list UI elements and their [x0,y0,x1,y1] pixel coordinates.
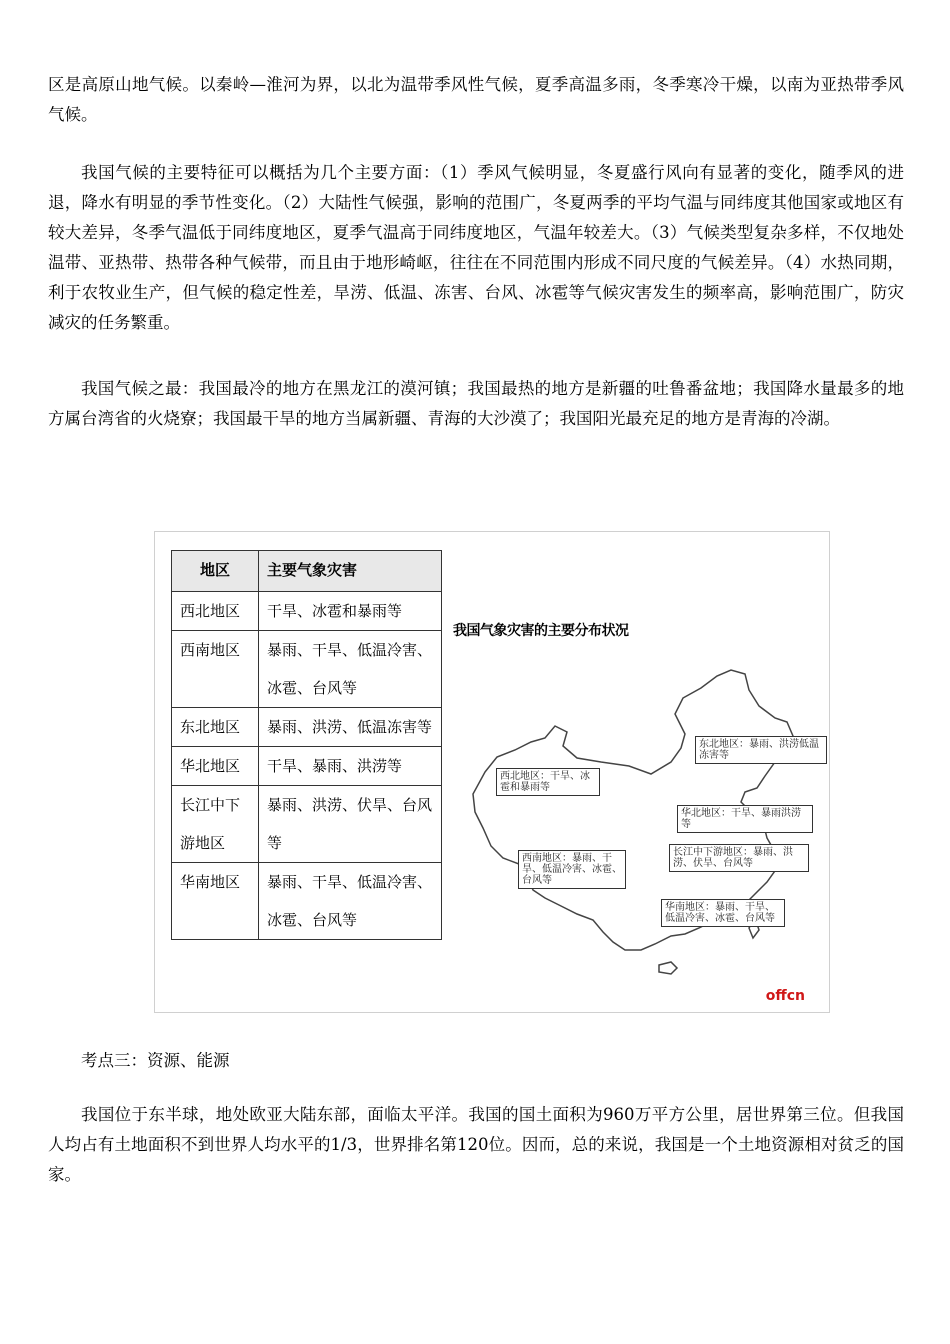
header-hazards: 主要气象灾害 [259,551,442,592]
paragraph-climate-intro: 区是高原山地气候。以秦岭—淮河为界，以北为温带季风性气候，夏季高温多雨，冬季寒冷干燥，以南为亚热带季风气候。 [48,75,904,124]
row-hazards: 暴雨、干旱、低温冷害、冰雹、台风等 [259,631,442,708]
hazard-table-header [172,551,442,592]
row-region: 长江中下游地区 [172,786,259,863]
row-hazards: 干旱、冰雹和暴雨等 [259,592,442,631]
weather-hazard-figure [154,531,830,1013]
row-hazards: 暴雨、干旱、低温冷害、冰雹、台风等 [259,863,442,940]
row-hazards: 暴雨、洪涝、伏旱、台风等 [259,786,442,863]
table-row [172,708,442,747]
row-hazards: 暴雨、洪涝、低温冻害等 [259,708,442,747]
paragraph-climate-features: 我国气候的主要特征可以概括为几个主要方面：（1）季风气候明显，冬夏盛行风向有显著的变化，随季风的进退，降水有明显的季节性变化。（2）大陆性气候强，影响的范围广，冬夏两季的平均气温与同纬度其他国家或地区有较大差异，冬季气温低于同纬度地区，夏季气温高于同纬度地区，气温年较差大。（3）气候类型复杂多样，不仅地处温带、亚热带、热带各种气候带，而且由于地形崎岖，往往在不同范围内形成不同尺度的气候差异。（4）水热同期，利于农牧业生产，但气候的稳定性差，旱涝、低温、冻害、台风、冰雹等气候灾害发生的频率高，影响范围广，防灾减灾的任务繁重。 [48,163,904,332]
offcn-watermark: offcn [765,988,805,1004]
row-region: 西南地区 [172,631,259,708]
map-label-north: 华北地区：干旱、暴雨洪涝等 [677,805,813,833]
row-region: 华南地区 [172,863,259,940]
table-row [172,786,442,863]
paragraph-land-resources: 我国位于东半球，地处欧亚大陆东部，面临太平洋。我国的国土面积为960万平方公里，居世界第三位。但我国人均占有土地面积不到世界人均水平的1/3，世界排名第120位。因而，总的来说，我国是一个土地资源相对贫乏的国家。 [48,1105,904,1184]
map-label-northwest: 西北地区：干旱、冰雹和暴雨等 [496,768,600,796]
table-row [172,863,442,940]
hazard-table [171,550,442,940]
table-row [172,747,442,786]
row-hazards: 干旱、暴雨、洪涝等 [259,747,442,786]
table-row [172,592,442,631]
map-label-northeast: 东北地区：暴雨、洪涝低温冻害等 [695,736,827,764]
map-label-south: 华南地区：暴雨、干旱、低温冷害、冰雹、台风等 [661,899,785,927]
hainan-island [659,962,677,974]
section-heading: 考点三：资源、能源 [81,1051,230,1070]
table-row [172,631,442,708]
row-region: 西北地区 [172,592,259,631]
paragraph-climate-records: 我国气候之最：我国最冷的地方在黑龙江的漠河镇；我国最热的地方是新疆的吐鲁番盆地；我国降水量最多的地方属台湾省的火烧寮；我国最干旱的地方当属新疆、青海的大沙漠了；我国阳光最充足的地方是青海的冷湖。 [48,379,904,428]
map-title: 我国气象灾害的主要分布状况 [453,623,629,639]
map-label-southwest: 西南地区：暴雨、干旱、低温冷害、冰雹、台风等 [518,850,626,889]
row-region: 华北地区 [172,747,259,786]
header-region: 地区 [172,551,259,592]
map-label-yangtze: 长江中下游地区：暴雨、洪涝、伏旱、台风等 [669,844,809,872]
row-region: 东北地区 [172,708,259,747]
